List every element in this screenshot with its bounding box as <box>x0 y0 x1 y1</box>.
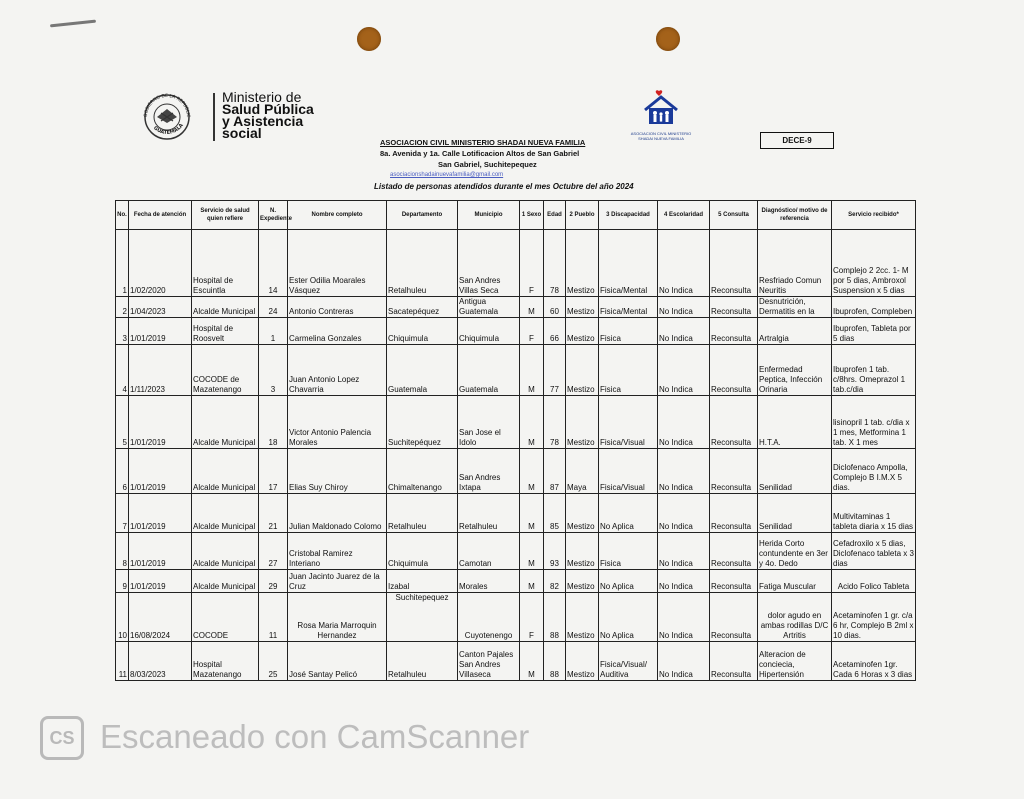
cell-edad: 93 <box>544 533 566 570</box>
ministry-name <box>222 91 314 139</box>
cell-sexo: F <box>520 318 544 345</box>
punch-hole-right <box>656 27 680 51</box>
cell-sexo: M <box>520 449 544 494</box>
cell-esc: No Indica <box>658 570 710 593</box>
table-header-row <box>116 201 916 230</box>
cell-muni: Morales <box>458 570 520 593</box>
cell-diag: H.T.A. <box>758 396 832 449</box>
cell-recibido: Cefadroxilo x 5 dias, Diclofenaco tableta x 3 dias <box>832 533 916 570</box>
cell-diag: Senilidad <box>758 494 832 533</box>
cell-disc: Fisica <box>599 318 658 345</box>
col-header: Municipio <box>458 201 520 230</box>
col-header: 3 Discapacidad <box>599 201 658 230</box>
cell-pueblo: Mestizo <box>566 494 599 533</box>
cell-esc: No Indica <box>658 318 710 345</box>
cell-edad: 88 <box>544 642 566 681</box>
cell-edad: 78 <box>544 230 566 297</box>
document-header <box>374 137 660 192</box>
cell-servicio: Hospital de Roosvelt <box>192 318 259 345</box>
cell-diag: dolor agudo en ambas rodillas D/C Artritis <box>758 593 832 642</box>
cell-servicio: Alcalde Municipal <box>192 297 259 318</box>
cell-no: 7 <box>116 494 129 533</box>
cell-edad: 78 <box>544 396 566 449</box>
cell-consulta: Reconsulta <box>710 533 758 570</box>
cell-edad: 82 <box>544 570 566 593</box>
cell-fecha: 1/01/2019 <box>129 318 192 345</box>
cell-pueblo: Mestizo <box>566 318 599 345</box>
cell-recibido: Diclofenaco Ampolla, Complejo B I.M.X 5 dias. <box>832 449 916 494</box>
cell-nombre: Juan Jacinto Juarez de la Cruz <box>288 570 387 593</box>
cell-depto: Suchitepequez <box>387 593 458 642</box>
cell-disc: Fisica/Visual <box>599 396 658 449</box>
org-address: 8a. Avenida y 1a. Calle Lotificacion Altos de San Gabriel <box>380 149 580 158</box>
cell-nombre: Victor Antonio Palencia Morales <box>288 396 387 449</box>
cell-no: 5 <box>116 396 129 449</box>
cell-servicio: Alcalde Municipal <box>192 449 259 494</box>
cell-consulta: Reconsulta <box>710 345 758 396</box>
cell-diag: Desnutrición, Dermatitis en la <box>758 297 832 318</box>
cell-recibido: Complejo 2 2cc. 1- M por 5 dias, Ambroxol Suspension x 5 dias <box>832 230 916 297</box>
cell-fecha: 8/03/2023 <box>129 642 192 681</box>
cell-fecha: 1/01/2019 <box>129 396 192 449</box>
cell-exp: 25 <box>259 642 288 681</box>
cell-diag: Fatiga Muscular <box>758 570 832 593</box>
cell-no: 6 <box>116 449 129 494</box>
cell-recibido: lisinopril 1 tab. c/dia x 1 mes, Metformina 1 tab. X 1 mes <box>832 396 916 449</box>
cell-no: 3 <box>116 318 129 345</box>
cell-depto: Chiquimula <box>387 533 458 570</box>
cell-recibido: Ibuprofen, Tableta por 5 dias <box>832 318 916 345</box>
cell-sexo: M <box>520 570 544 593</box>
cell-nombre: Elias Suy Chiroy <box>288 449 387 494</box>
cell-edad: 87 <box>544 449 566 494</box>
cell-no: 10 <box>116 593 129 642</box>
cell-consulta: Reconsulta <box>710 396 758 449</box>
cell-nombre: Cristobal Ramirez Interiano <box>288 533 387 570</box>
cell-edad: 77 <box>544 345 566 396</box>
cell-servicio: COCODE <box>192 593 259 642</box>
cell-consulta: Reconsulta <box>710 297 758 318</box>
cell-fecha: 1/01/2019 <box>129 570 192 593</box>
cell-servicio: Alcalde Municipal <box>192 533 259 570</box>
cell-sexo: F <box>520 593 544 642</box>
col-header: 5 Consulta <box>710 201 758 230</box>
cell-edad: 60 <box>544 297 566 318</box>
col-header: Departamento <box>387 201 458 230</box>
cell-diag: Alteracion de conciecia, Hipertensión <box>758 642 832 681</box>
cell-consulta: Reconsulta <box>710 570 758 593</box>
table-row <box>116 593 916 642</box>
cell-edad: 88 <box>544 593 566 642</box>
cell-esc: No Indica <box>658 642 710 681</box>
cell-edad: 66 <box>544 318 566 345</box>
cell-pueblo: Mestizo <box>566 570 599 593</box>
org-email[interactable]: asociacionshadainuevafamilia@gmail.com <box>390 172 504 178</box>
cell-pueblo: Mestizo <box>566 396 599 449</box>
shadai-logo <box>628 88 694 141</box>
cell-exp: 24 <box>259 297 288 318</box>
cell-fecha: 1/01/2019 <box>129 494 192 533</box>
cell-muni: Cuyotenengo <box>458 593 520 642</box>
col-header: Servicio de salud quien refiere <box>192 201 259 230</box>
cell-esc: No Indica <box>658 533 710 570</box>
cell-sexo: F <box>520 230 544 297</box>
table-row <box>116 494 916 533</box>
cell-muni: San Andres Ixtapa <box>458 449 520 494</box>
cell-nombre: Carmelina Gonzales <box>288 318 387 345</box>
ministry-line-4: social <box>222 125 262 141</box>
cell-esc: No Indica <box>658 345 710 396</box>
cell-pueblo: Mestizo <box>566 345 599 396</box>
cell-sexo: M <box>520 642 544 681</box>
cell-depto: Izabal <box>387 570 458 593</box>
cell-pueblo: Mestizo <box>566 533 599 570</box>
cell-no: 1 <box>116 230 129 297</box>
table-row <box>116 533 916 570</box>
cell-depto: Retalhuleu <box>387 642 458 681</box>
cell-disc: No Aplica <box>599 494 658 533</box>
cell-muni: San Andres Villas Seca <box>458 230 520 297</box>
col-header: Fecha de atención <box>129 201 192 230</box>
cell-disc: Fisica/Mental <box>599 230 658 297</box>
cell-servicio: Alcalde Municipal <box>192 570 259 593</box>
cell-recibido: Acetaminofen 1 gr. c/a 6 hr, Complejo B 2ml x 10 dias. <box>832 593 916 642</box>
camscanner-logo-icon: CS <box>40 716 84 760</box>
cell-exp: 17 <box>259 449 288 494</box>
cell-nombre: Ester Odilia Moarales Vásquez <box>288 230 387 297</box>
cell-disc: No Aplica <box>599 570 658 593</box>
org-title: ASOCIACION CIVIL MINISTERIO SHADAI NUEVA FAMILIA <box>380 138 586 147</box>
cell-esc: No Indica <box>658 230 710 297</box>
svg-text:GUATEMALA: GUATEMALA <box>152 122 185 136</box>
cell-muni: Camotan <box>458 533 520 570</box>
cell-no: 2 <box>116 297 129 318</box>
cell-depto: Guatemala <box>387 345 458 396</box>
cell-muni: Guatemala <box>458 345 520 396</box>
cell-disc: Fisica <box>599 533 658 570</box>
cell-pueblo: Mestizo <box>566 593 599 642</box>
cell-exp: 11 <box>259 593 288 642</box>
cell-pueblo: Mestizo <box>566 230 599 297</box>
cell-muni: Retalhuleu <box>458 494 520 533</box>
list-title: Listado de personas atendidos durante el mes Octubre del año 2024 <box>374 182 634 191</box>
patient-register-table <box>115 200 916 681</box>
table-row <box>116 642 916 681</box>
cell-no: 9 <box>116 570 129 593</box>
cell-fecha: 1/01/2019 <box>129 533 192 570</box>
cell-recibido: Ibuprofen 1 tab. c/8hrs. Omeprazol 1 tab.c/dia <box>832 345 916 396</box>
cell-disc: No Aplica <box>599 593 658 642</box>
cell-fecha: 16/08/2024 <box>129 593 192 642</box>
cell-depto: Chimaltenango <box>387 449 458 494</box>
house-family-icon <box>641 88 681 126</box>
col-header: No. <box>116 201 129 230</box>
cell-muni: San Jose el Idolo <box>458 396 520 449</box>
cell-edad: 85 <box>544 494 566 533</box>
cell-esc: No Indica <box>658 494 710 533</box>
cell-pueblo: Maya <box>566 449 599 494</box>
cell-exp: 1 <box>259 318 288 345</box>
cell-exp: 27 <box>259 533 288 570</box>
table-row <box>116 449 916 494</box>
cell-recibido: Acido Folico Tableta <box>832 570 916 593</box>
org-city: San Gabriel, Suchitepequez <box>438 160 537 169</box>
cell-recibido: Ibuprofen, Compleben <box>832 297 916 318</box>
table-row <box>116 230 916 297</box>
cell-esc: No Indica <box>658 297 710 318</box>
cell-consulta: Reconsulta <box>710 642 758 681</box>
cell-sexo: M <box>520 345 544 396</box>
cell-nombre: José Santay Pelicó <box>288 642 387 681</box>
cell-depto: Suchitepéquez <box>387 396 458 449</box>
cell-depto: Retalhuleu <box>387 230 458 297</box>
cell-diag: Senilidad <box>758 449 832 494</box>
table-row <box>116 570 916 593</box>
cell-sexo: M <box>520 533 544 570</box>
col-header: Nombre completo <box>288 201 387 230</box>
cell-no: 11 <box>116 642 129 681</box>
cell-diag: Artralgia <box>758 318 832 345</box>
svg-text:GOBIERNO DE LA REPUBLICA: GOBIERNO DE LA REPUBLIC <box>143 93 191 118</box>
cell-servicio: Hospital Mazatenango <box>192 642 259 681</box>
punch-hole-left <box>357 27 381 51</box>
ministry-logo <box>127 91 342 147</box>
guatemala-seal-icon <box>127 91 207 143</box>
cell-sexo: M <box>520 297 544 318</box>
cell-nombre: Juan Antonio Lopez Chavarria <box>288 345 387 396</box>
col-header: Edad <box>544 201 566 230</box>
cell-esc: No Indica <box>658 396 710 449</box>
cell-fecha: 1/02/2020 <box>129 230 192 297</box>
cell-esc: No Indica <box>658 593 710 642</box>
shadai-caption: ASOCIACION CIVIL MINISTERIO SHADAI NUEVA FAMILIA <box>630 131 692 141</box>
cell-disc: Fisica/Mental <box>599 297 658 318</box>
cell-servicio: COCODE de Mazatenango <box>192 345 259 396</box>
cell-exp: 29 <box>259 570 288 593</box>
cell-consulta: Reconsulta <box>710 593 758 642</box>
watermark-text: Escaneado con CamScanner <box>100 718 530 755</box>
cell-pueblo: Mestizo <box>566 297 599 318</box>
cell-esc: No Indica <box>658 449 710 494</box>
ministry-line-2: Salud Pública <box>222 101 314 117</box>
cell-exp: 21 <box>259 494 288 533</box>
cell-fecha: 1/01/2019 <box>129 449 192 494</box>
ministry-divider <box>213 93 215 141</box>
cell-disc: Fisica <box>599 345 658 396</box>
col-header: Diagnóstico/ motivo de referencia <box>758 201 832 230</box>
col-header: 4 Escolaridad <box>658 201 710 230</box>
table-row <box>116 297 916 318</box>
cell-muni: Antigua Guatemala <box>458 297 520 318</box>
cell-diag: Resfriado Comun Neuritis <box>758 230 832 297</box>
cell-sexo: M <box>520 396 544 449</box>
cell-no: 4 <box>116 345 129 396</box>
col-header: 1 Sexo <box>520 201 544 230</box>
cell-servicio: Alcalde Municipal <box>192 494 259 533</box>
col-header: 2 Pueblo <box>566 201 599 230</box>
col-header: Servicio recibido* <box>832 201 916 230</box>
cell-exp: 18 <box>259 396 288 449</box>
cell-diag: Enfermedad Peptica, Infección Orinaria <box>758 345 832 396</box>
cell-recibido: Multivitaminas 1 tableta diaria x 15 dias <box>832 494 916 533</box>
cell-depto: Sacatepéquez <box>387 297 458 318</box>
cell-nombre: Antonio Contreras <box>288 297 387 318</box>
ministry-line-1: Ministerio de <box>222 89 302 105</box>
col-header: N. Expediente <box>259 201 288 230</box>
table-row <box>116 345 916 396</box>
cell-nombre: Julian Maldonado Colomo <box>288 494 387 533</box>
cell-depto: Retalhuleu <box>387 494 458 533</box>
cell-muni: Chiquimula <box>458 318 520 345</box>
cell-servicio: Hospital de Escuintla <box>192 230 259 297</box>
cell-pueblo: Mestizo <box>566 642 599 681</box>
cell-no: 8 <box>116 533 129 570</box>
cell-nombre: Rosa Maria Marroquin Hernandez <box>288 593 387 642</box>
cell-fecha: 1/04/2023 <box>129 297 192 318</box>
cell-disc: Fisica/Visual <box>599 449 658 494</box>
table-row <box>116 318 916 345</box>
form-code: DECE-9 <box>760 132 834 149</box>
cell-consulta: Reconsulta <box>710 230 758 297</box>
cell-consulta: Reconsulta <box>710 449 758 494</box>
cell-recibido: Acetaminofen 1gr. Cada 6 Horas x 3 dias <box>832 642 916 681</box>
cell-depto: Chiquimula <box>387 318 458 345</box>
table-row <box>116 396 916 449</box>
scan-mark <box>50 20 96 28</box>
cell-exp: 3 <box>259 345 288 396</box>
cell-diag: Herida Corto contundente en 3er y 4o. Dedo <box>758 533 832 570</box>
cell-sexo: M <box>520 494 544 533</box>
cell-servicio: Alcalde Municipal <box>192 396 259 449</box>
cell-consulta: Reconsulta <box>710 494 758 533</box>
cell-consulta: Reconsulta <box>710 318 758 345</box>
cell-muni: Canton Pajales San Andres Villaseca <box>458 642 520 681</box>
cell-fecha: 1/11/2023 <box>129 345 192 396</box>
cell-exp: 14 <box>259 230 288 297</box>
cell-disc: Fisica/Visual/ Auditiva <box>599 642 658 681</box>
ministry-line-3: y Asistencia <box>222 113 304 129</box>
